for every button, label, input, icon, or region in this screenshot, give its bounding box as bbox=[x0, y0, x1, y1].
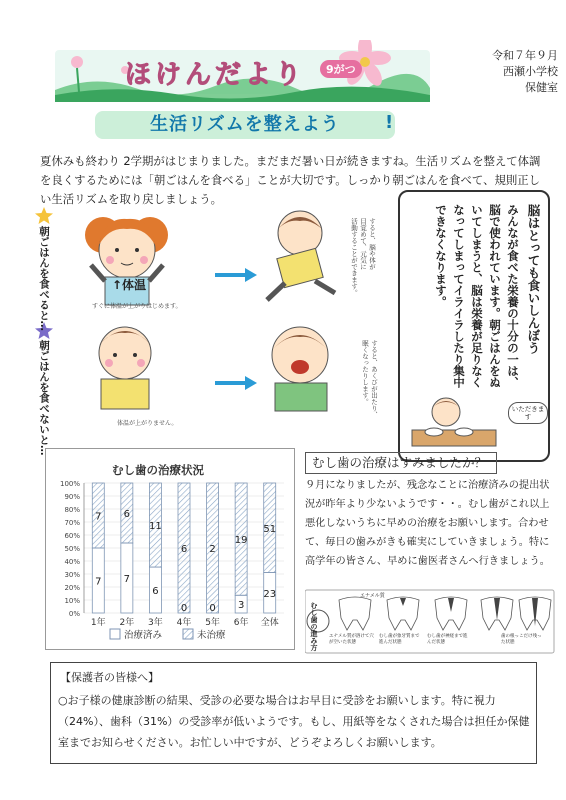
brain-info-box bbox=[398, 190, 550, 462]
stage-label: エナメル質 bbox=[360, 593, 385, 599]
caption-temp-up: すぐに体温が上がりはじめます。 bbox=[92, 303, 182, 310]
article-title-box bbox=[95, 111, 395, 139]
boy-yawning-illustration bbox=[272, 327, 328, 411]
boy-jumping-illustration bbox=[267, 211, 335, 300]
stages-label: むし歯の進み方 bbox=[310, 602, 318, 651]
cavity-progression-diagram bbox=[305, 588, 555, 654]
y-tick-label: 90% bbox=[64, 493, 80, 501]
school-name: 西瀬小学校 bbox=[503, 65, 558, 78]
notice-text: ○お子様の健康診断の結果、受診の必要な場合はお早目に受診をお願いします。特に視力（24%）、歯科（31%）の受診率が低いようです。もし、用紙等をなくされた場合は担任か保健室までお知らせください。お忙しい中ですが、どうぞよろしくお願いします。 bbox=[58, 694, 530, 749]
brain-line: みんなが食べた栄養の十分の一は、 bbox=[506, 204, 520, 388]
x-tick-label: 全体 bbox=[260, 618, 279, 628]
bar-label-untreated: 6 bbox=[180, 544, 188, 555]
stage-label: エナメル質が溶けて穴が空いた状態 bbox=[329, 634, 374, 645]
x-tick-label: 4年 bbox=[176, 618, 192, 628]
eat-label: 朝ごはんを食べると… bbox=[38, 226, 50, 331]
stage-label: むし歯が象牙質まで進んだ状態 bbox=[379, 634, 420, 645]
issue-date: 令和７年９月 bbox=[492, 49, 558, 62]
bar-label-treated: 7 bbox=[123, 574, 131, 585]
boy-tired-illustration bbox=[99, 327, 151, 409]
stage-label: むし歯が神経まで進んだ状態 bbox=[427, 634, 468, 645]
caption-temp-flat: 体温が上がりません。 bbox=[117, 420, 178, 427]
note-active-3: 活動することができます。 bbox=[350, 218, 358, 296]
body-temp-label: ↑体温 bbox=[112, 278, 147, 292]
article-title: 生活リズムを整えよう bbox=[150, 114, 340, 135]
bar-label-untreated: 2 bbox=[209, 544, 216, 555]
brain-line: できなくなります。 bbox=[434, 204, 448, 308]
y-tick-label: 0% bbox=[68, 610, 80, 618]
x-tick-label: 1年 bbox=[90, 618, 106, 628]
bar-label-untreated: 19 bbox=[234, 535, 248, 547]
note-active-1: すると、脳や体が bbox=[368, 218, 376, 270]
tooth-stage-icon bbox=[339, 597, 371, 630]
star-icon bbox=[35, 207, 53, 224]
y-tick-label: 80% bbox=[64, 506, 80, 514]
speech-bubble: いただきます bbox=[508, 402, 548, 424]
newsletter-title: ほけんだより bbox=[125, 60, 306, 90]
bar-label-untreated: 11 bbox=[149, 521, 162, 533]
x-tick-label: 2年 bbox=[119, 618, 135, 628]
brain-line: なってしまってイライラしたり集中 bbox=[452, 204, 466, 388]
y-tick-label: 30% bbox=[64, 571, 80, 579]
note-active-2: 目覚めて、元気に bbox=[359, 218, 367, 270]
teeth-heading-box bbox=[305, 452, 497, 474]
x-tick-label: 5年 bbox=[205, 618, 220, 628]
bar-label-treated: 0 bbox=[209, 603, 216, 614]
y-tick-label: 50% bbox=[64, 545, 80, 553]
bar-label-treated: 23 bbox=[263, 588, 277, 600]
bar-label-treated: 3 bbox=[237, 600, 245, 612]
chart-legend bbox=[110, 629, 226, 641]
office-name: 保健室 bbox=[525, 81, 558, 94]
bar-label-treated: 0 bbox=[180, 603, 188, 614]
article-title-mark: ! bbox=[385, 112, 394, 133]
y-tick-label: 10% bbox=[64, 597, 80, 605]
y-tick-label: 20% bbox=[64, 584, 80, 592]
teeth-heading: むし歯の治療はすみましたか？ bbox=[312, 455, 488, 470]
legend-treated-label: 治療済み bbox=[124, 630, 163, 641]
bar-label-treated: 6 bbox=[152, 586, 159, 598]
note-tired-2: 眠くなったりします。 bbox=[361, 340, 369, 405]
no-eat-label: 朝ごはんを食べないと… bbox=[38, 340, 50, 456]
y-tick-label: 60% bbox=[64, 532, 80, 540]
breakfast-table-illustration bbox=[404, 392, 504, 452]
stage-label: 歯の根っこだけ残った状態 bbox=[501, 634, 542, 645]
x-tick-label: 6年 bbox=[233, 618, 249, 628]
notice-label: 【保護者の皆様へ】 bbox=[60, 671, 159, 684]
brain-line: いてしまうと、脳は栄養が足りなく bbox=[470, 204, 484, 388]
breakfast-illustrations bbox=[35, 205, 395, 445]
brain-heading: 脳はとっても食いしんぼう bbox=[526, 204, 541, 354]
bar-label-treated: 7 bbox=[95, 576, 102, 588]
brain-line: 脳で使われています。朝ごはんをぬ bbox=[488, 204, 502, 388]
note-tired-1: すると、あくびが出たり、 bbox=[370, 340, 378, 418]
bar-label-untreated: 7 bbox=[95, 511, 102, 523]
legend-treated-swatch bbox=[110, 629, 120, 639]
legend-untreated-swatch bbox=[183, 629, 193, 639]
bar-label-untreated: 6 bbox=[123, 509, 131, 520]
issue-info bbox=[448, 48, 558, 96]
month-badge: 9がつ bbox=[320, 60, 362, 78]
legend-untreated-label: 未治療 bbox=[197, 630, 226, 641]
cavity-chart bbox=[45, 448, 295, 650]
chart-svg bbox=[46, 449, 294, 649]
newsletter-banner bbox=[55, 40, 430, 102]
chart-title: むし歯の治療状況 bbox=[112, 463, 204, 477]
teeth-paragraph: ９月になりましたが、残念なことに治療済みの提出状況が昨年より少ないようです・・。むし歯がこれ以上悪化しないうちに早めの治療をお願いします。合わせて、毎日の歯みがきも確実にしていきましょう。特に高学年の皆さん、早めに歯医者さんへ行きましょう。 bbox=[305, 480, 550, 567]
y-tick-label: 70% bbox=[64, 519, 80, 527]
y-tick-label: 40% bbox=[64, 558, 80, 566]
y-tick-label: 100% bbox=[59, 480, 80, 488]
intro-paragraph: 夏休みも終わり 2学期がはじまりました。まだまだ暑い日が続きますね。生活リズムを整えて体調を良くするためには「朝ごはんを食べる」ことが大切です。しっかり朝ごはんを食べて、規則正しい生活リズムを取り戻しましょう。 bbox=[40, 154, 541, 206]
bar-label-untreated: 51 bbox=[263, 523, 277, 535]
x-tick-label: 3年 bbox=[148, 618, 163, 628]
